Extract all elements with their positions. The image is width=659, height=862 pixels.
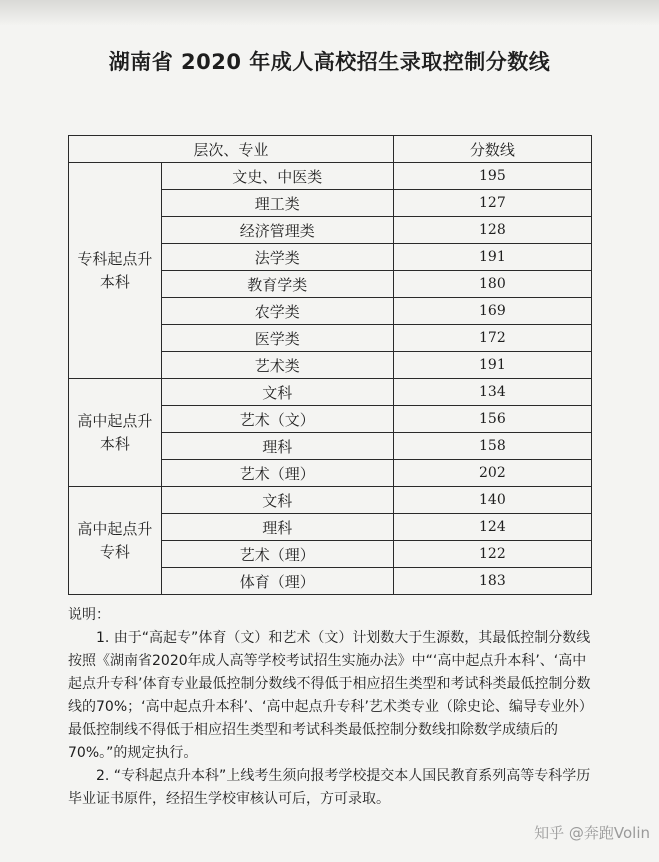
watermark: 知乎 @奔跑Volin	[534, 824, 650, 842]
score-cell: 128	[393, 217, 591, 244]
group-cell	[69, 163, 162, 379]
score-cell: 140	[393, 487, 591, 514]
major-cell: 体育（理）	[161, 568, 393, 595]
notes-heading: 说明：	[68, 607, 110, 623]
score-cell: 134	[393, 379, 591, 406]
major-cell: 经济管理类	[161, 217, 393, 244]
table-row	[69, 379, 592, 406]
header-score: 分数线	[393, 136, 591, 163]
note-item-1: 1. 由于“高起专”体育（文）和艺术（文）计划数大于生源数，其最低控制分数线按照《湖南省2020年成人高等学校考试招生实施办法》中“‘高中起点升本科’、‘高中起点升专科’体育专业最低控制分数线不得低于相应招生类型和考试科类最低控制分数线的70%；‘高中起点升本科’、‘高中起点升专科’艺术类专业（除史论、编导专业外）最低控制线不得低于相应招生类型和考试科类最低控制分数线扣除数学成绩后的70%。”的规定执行。	[68, 630, 593, 761]
major-cell: 法学类	[161, 244, 393, 271]
major-cell: 医学类	[161, 325, 393, 352]
score-cell: 122	[393, 541, 591, 568]
major-cell: 农学类	[161, 298, 393, 325]
document-title: 湖南省 2020 年成人高校招生录取控制分数线	[108, 50, 551, 74]
score-cell: 169	[393, 298, 591, 325]
group-name-line: 本科	[99, 434, 130, 453]
score-cell: 191	[393, 244, 591, 271]
score-table	[68, 135, 592, 595]
major-cell: 理科	[161, 514, 393, 541]
group-name-line: 专科	[99, 542, 130, 561]
group-name-line: 高中起点升	[77, 519, 153, 538]
group-name-line: 高中起点升	[77, 411, 153, 430]
top-shade	[0, 0, 659, 26]
major-cell: 理科	[161, 433, 393, 460]
major-cell: 理工类	[161, 190, 393, 217]
major-cell: 艺术（理）	[161, 460, 393, 487]
score-cell: 124	[393, 514, 591, 541]
score-cell: 172	[393, 325, 591, 352]
score-cell: 191	[393, 352, 591, 379]
score-cell: 158	[393, 433, 591, 460]
header-level-major: 层次、专业	[69, 136, 394, 163]
score-cell: 183	[393, 568, 591, 595]
major-cell: 文科	[161, 379, 393, 406]
table-row	[69, 487, 592, 514]
table-header-row	[69, 136, 592, 163]
note-item-2: 2. “专科起点升本科”上线考生须向报考学校提交本人国民教育系列高等专科学历毕业证书原件，经招生学校审核认可后，方可录取。	[68, 768, 591, 807]
major-cell: 文科	[161, 487, 393, 514]
major-cell: 艺术类	[161, 352, 393, 379]
score-cell: 195	[393, 163, 591, 190]
major-cell: 艺术（理）	[161, 541, 393, 568]
major-cell: 文史、中医类	[161, 163, 393, 190]
group-name-line: 专科起点升	[77, 249, 153, 268]
table-row	[69, 163, 592, 190]
group-name-line: 本科	[99, 272, 130, 291]
group-cell	[69, 379, 162, 487]
notes-section	[68, 604, 598, 811]
score-cell: 202	[393, 460, 591, 487]
score-cell: 180	[393, 271, 591, 298]
major-cell: 教育学类	[161, 271, 393, 298]
table-body	[69, 163, 592, 595]
score-cell: 127	[393, 190, 591, 217]
major-cell: 艺术（文）	[161, 406, 393, 433]
score-cell: 156	[393, 406, 591, 433]
group-cell	[69, 487, 162, 595]
